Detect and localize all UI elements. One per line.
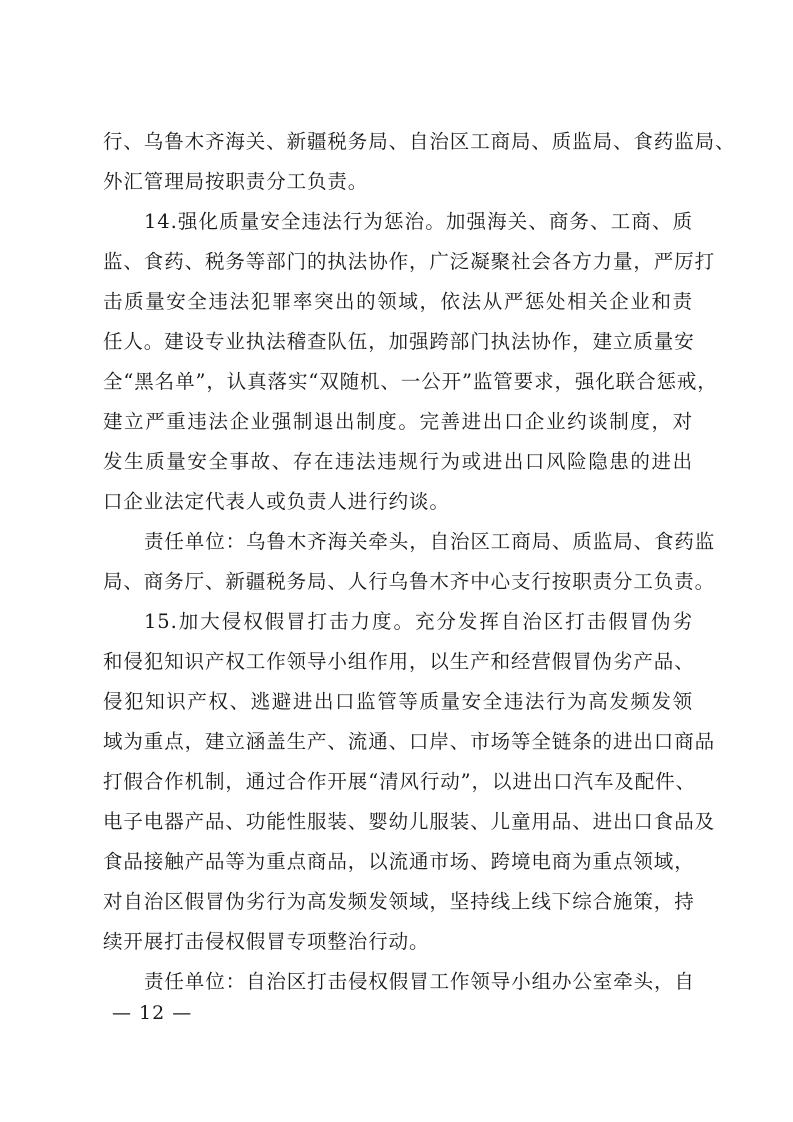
text-line: 监、食药、税务等部门的执法协作，广泛凝聚社会各方力量，严厉打: [103, 250, 716, 273]
page-number: — 12 —: [112, 1002, 193, 1024]
section-heading-15: 15.加大侵权假冒打击力度。充分发挥自治区打击假冒伪劣: [144, 610, 693, 633]
text-line: 建立严重违法企业强制退出制度。完善进出口企业约谈制度，对: [103, 410, 693, 433]
text-line: 口企业法定代表人或负责人进行约谈。: [103, 490, 450, 513]
text-line: 局、商务厅、新疆税务局、人行乌鲁木齐中心支行按职责分工负责。: [103, 570, 716, 593]
text-line: 侵犯知识产权、逃避进出口监管等质量安全违法行为高发频发领: [103, 690, 693, 713]
text-line: 外汇管理局按职责分工负责。: [103, 170, 369, 193]
text-line: 行、乌鲁木齐海关、新疆税务局、自治区工商局、质监局、食药监局、: [103, 130, 736, 153]
text-line: 任人。建设专业执法稽查队伍，加强跨部门执法协作，建立质量安: [103, 330, 695, 353]
text-line: 续开展打击侵权假冒专项整治行动。: [103, 930, 430, 953]
text-line: 发生质量安全事故、存在违法违规行为或进出口风险隐患的进出: [103, 450, 693, 473]
text-line: 和侵犯知识产权工作领导小组作用，以生产和经营假冒伪劣产品、: [103, 650, 695, 673]
text-line: 击质量安全违法犯罪率突出的领域，依法从严惩处相关企业和责: [103, 290, 693, 313]
section-heading-14: 14.强化质量安全违法行为惩治。加强海关、商务、工商、质: [144, 210, 693, 233]
responsible-unit-line: 责任单位：自治区打击侵权假冒工作领导小组办公室牵头，自: [144, 970, 695, 993]
text-line: 对自治区假冒伪劣行为高发频发领域，坚持线上线下综合施策，持: [103, 890, 695, 913]
text-line: 全“黑名单”，认真落实“双随机、一公开”监管要求，强化联合惩戒，: [103, 370, 718, 393]
text-line: 打假合作机制，通过合作开展“清风行动”，以进出口汽车及配件、: [103, 770, 696, 793]
text-line: 域为重点，建立涵盖生产、流通、口岸、市场等全链条的进出口商品: [103, 730, 716, 753]
text-line: 电子电器产品、功能性服装、婴幼儿服装、儿童用品、进出口食品及: [103, 810, 716, 833]
responsible-unit-line: 责任单位：乌鲁木齐海关牵头，自治区工商局、质监局、食药监: [144, 530, 716, 553]
text-line: 食品接触产品等为重点商品，以流通市场、跨境电商为重点领域，: [103, 850, 695, 873]
